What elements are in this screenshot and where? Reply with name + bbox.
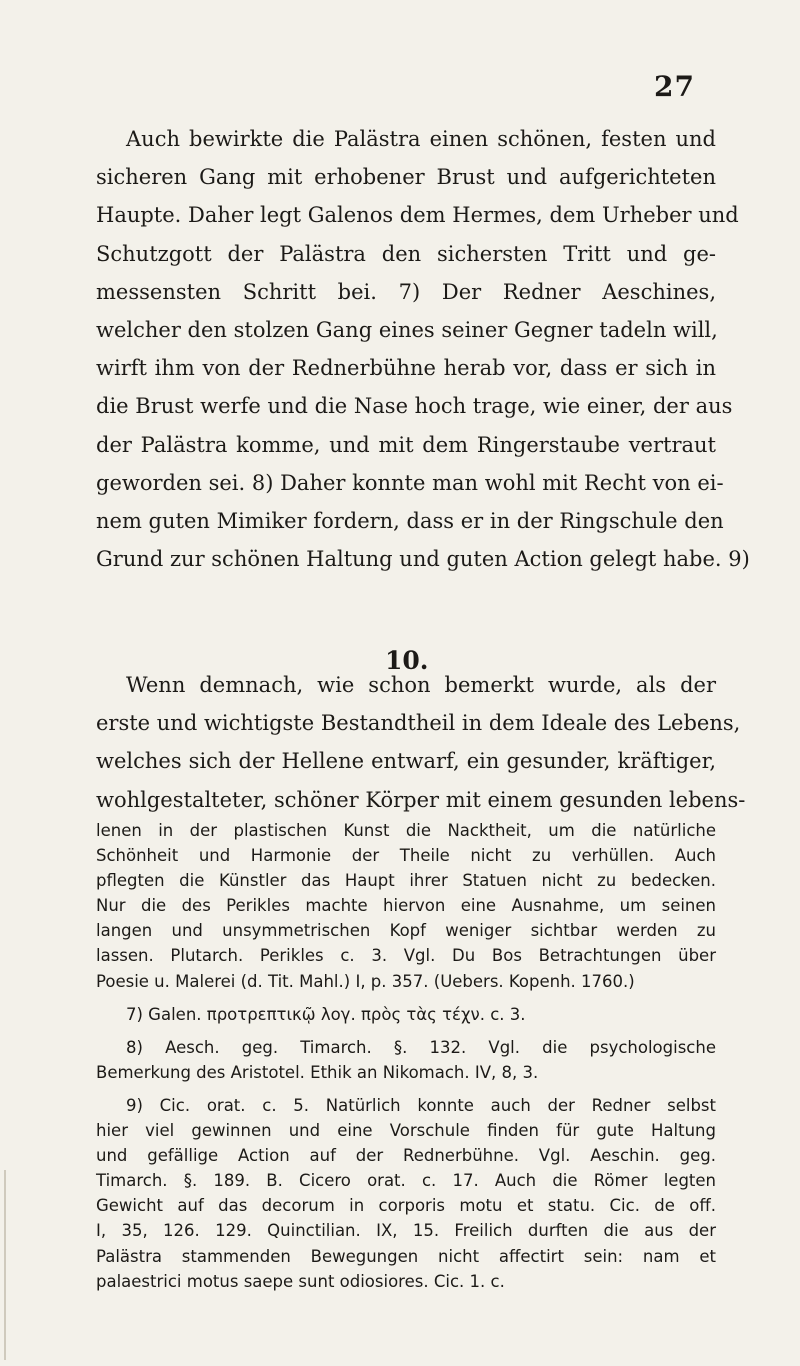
text-line: Auch bewirkte die Palästra einen schönen, festen und <box>126 127 716 151</box>
section-text <box>96 666 746 819</box>
text-line: messensten Schritt bei. 7) Der Redner Aeschines, <box>96 279 716 304</box>
footnote-line: lassen. Plutarch. Perikles c. 3. Vgl. Du Bos Betrachtungen über <box>96 946 716 966</box>
footnote-line: Nur die des Perikles machte hiervon eine Ausnahme, um seinen <box>96 896 716 916</box>
footnote-9-line: Gewicht auf das decorum in corporis motu et statu. Cic. de off. <box>96 1196 716 1216</box>
footnote-9-line: Timarch. §. 189. B. Cicero orat. c. 17. Auch die Römer legten <box>96 1171 716 1191</box>
footnote-line: Schönheit und Harmonie der Theile nicht zu verhüllen. Auch <box>96 846 716 866</box>
text-line: sicheren Gang mit erhobener Brust und aufgerichteten <box>96 165 716 190</box>
footnote-9-line: hier viel gewinnen und eine Vorschule finden für gute Haltung <box>96 1121 716 1141</box>
footnote-9-line: palaestrici motus saepe sunt odiosiores. Cic. 1. c. <box>96 1271 505 1291</box>
footnote-9-line: und gefällige Action auf der Rednerbühne. Vgl. Aeschin. geg. <box>96 1146 716 1166</box>
footnote-8-line: 8) Aesch. geg. Timarch. §. 132. Vgl. die psychologische <box>126 1037 716 1057</box>
text-line: geworden sei. 8) Daher konnte man wohl mit Recht von ei- <box>96 470 724 495</box>
main-text <box>96 120 750 578</box>
text-line: Grund zur schönen Haltung und guten Action gelegt habe. 9) <box>96 547 750 572</box>
footnotes <box>96 818 716 1294</box>
text-line: Wenn demnach, wie schon bemerkt wurde, als der <box>126 673 716 697</box>
text-line: Haupte. Daher legt Galenos dem Hermes, dem Urheber und <box>96 203 739 228</box>
footnote-9-line: 9) Cic. orat. c. 5. Natürlich konnte auch der Redner selbst <box>126 1095 716 1115</box>
text-line: welches sich der Hellene entwarf, ein gesunder, kräftiger, <box>96 749 716 774</box>
page-number: 27 <box>654 70 695 103</box>
footnote-line: lenen in der plastischen Kunst die Nacktheit, um die natürliche <box>96 821 716 840</box>
footnote-8-line: Bemerkung des Aristotel. Ethik an Nikomach. IV, 8, 3. <box>96 1062 539 1082</box>
text-line: welcher den stolzen Gang eines seiner Gegner tadeln will, <box>96 317 718 342</box>
footnote-9-line: Palästra stammenden Bewegungen nicht affectirt sein: nam et <box>96 1246 716 1266</box>
text-line: nem guten Mimiker fordern, dass er in der Ringschule den <box>96 508 724 533</box>
page-edge-rule <box>4 1170 6 1360</box>
text-line: wohlgestalteter, schöner Körper mit einem gesunden lebens- <box>96 787 746 812</box>
text-line: der Palästra komme, und mit dem Ringerstaube vertraut <box>96 432 716 457</box>
text-line: erste und wichtigste Bestandtheil in dem Ideale des Lebens, <box>96 711 741 736</box>
footnote-7: 7) Galen. προτρεπτικῷ λογ. πρὸς τὰς τέχν. c. 3. <box>126 1004 526 1024</box>
footnote-line: langen und unsymmetrischen Kopf weniger sichtbar werden zu <box>96 921 716 941</box>
text-line: Schutzgott der Palästra den sichersten Tritt und ge- <box>96 241 716 266</box>
text-line: die Brust werfe und die Nase hoch trage, wie einer, der aus <box>96 394 733 419</box>
footnote-9-line: I, 35, 126. 129. Quinctilian. IX, 15. Freilich durften die aus der <box>96 1221 716 1241</box>
footnote-line: pflegten die Künstler das Haupt ihrer Statuen nicht zu bedecken. <box>96 871 716 891</box>
footnote-line: Poesie u. Malerei (d. Tit. Mahl.) I, p. 357. (Uebers. Kopenh. 1760.) <box>96 971 635 991</box>
text-line: wirft ihm von der Rednerbühne herab vor, dass er sich in <box>96 356 716 381</box>
section-number: 10. <box>385 646 429 675</box>
